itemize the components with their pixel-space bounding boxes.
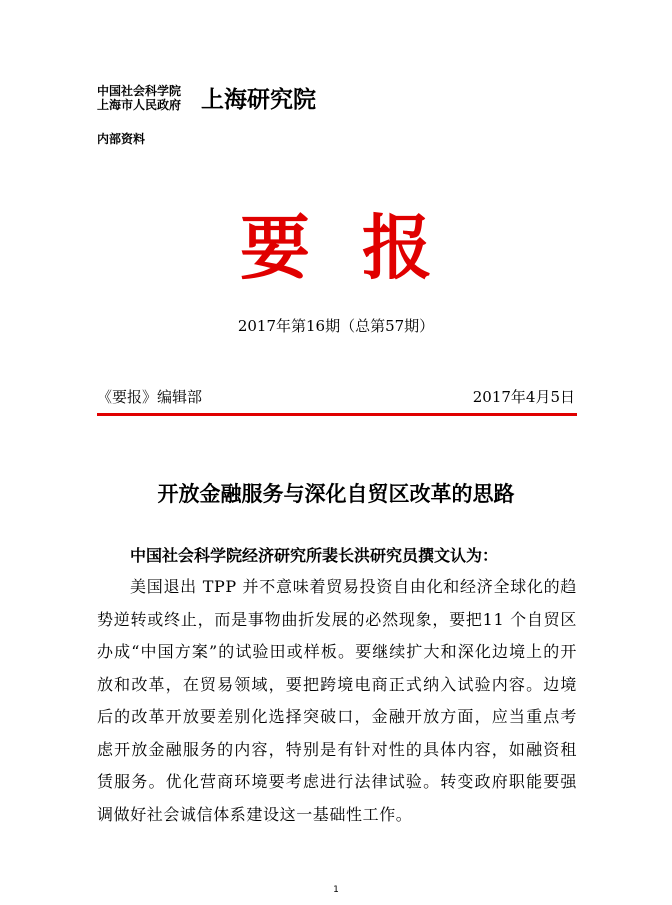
article-body: 美国退出 TPP 并不意味着贸易投资自由化和经济全球化的趋势逆转或终止，而是事物曲折发展的必然现象，要把11 个自贸区办成“中国方案”的试验田或样板。要继续扩大和深化边境上的开放和改革，在贸易领域，要把跨境电商正式纳入试验内容。边境后的改革开放要差别化选择突破口，金融开放方面，应当重点考虑开放金融服务的内容，特别是有针对性的具体内容，如融资租赁服务。优化营商环境要考虑进行法律试验。转变政府职能要强调做好社会诚信体系建设这一基础性工作。	[97, 577, 577, 824]
publication-date: 2017年4月5日	[472, 388, 575, 406]
issue-info: 2017年第16期（总第57期）	[237, 317, 435, 335]
institute-name: 上海研究院	[201, 86, 316, 113]
article-attribution: 中国社会科学院经济研究所裴长洪研究员撰文认为：	[130, 546, 499, 565]
red-divider-line	[97, 413, 577, 416]
org-name-shanghai-government: 上海市人民政府	[97, 98, 182, 112]
org-name-cass: 中国社会科学院	[97, 84, 182, 98]
masthead-title: 要报	[240, 206, 484, 289]
classification-label: 内部资料	[97, 132, 146, 146]
issuing-organizations	[97, 84, 181, 112]
page-number: 1	[333, 885, 339, 895]
article-headline: 开放金融服务与深化自贸区改革的思路	[157, 481, 515, 506]
editorial-department: 《要报》编辑部	[97, 388, 203, 406]
